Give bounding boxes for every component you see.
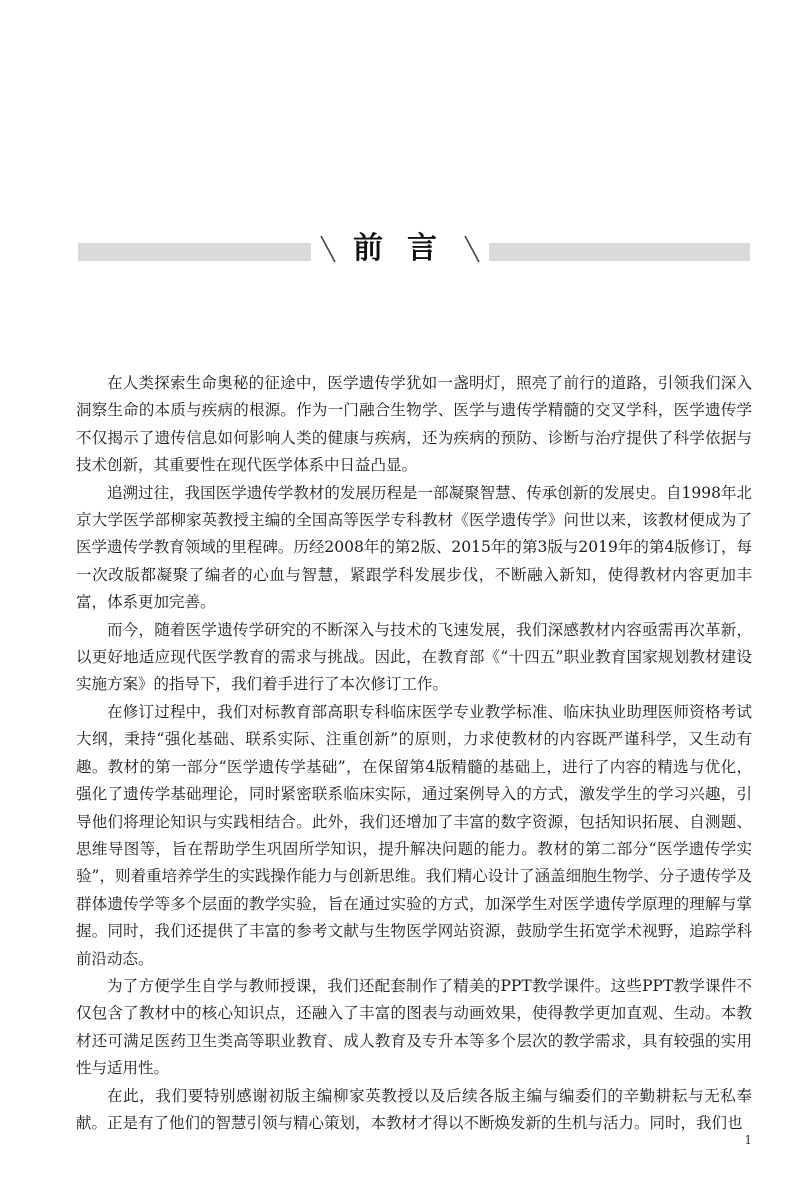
title-block xyxy=(0,226,800,272)
right-slash-ornament xyxy=(461,232,483,266)
paragraph-3: 而今，随着医学遗传学研究的不断深入与技术的飞速发展，我们深感教材内容亟需再次革新，以更好地适应现代医学教育的需求与挑战。因此，在教育部《“十四五”职业教育国家规划教材建设实施方案》的指导下，我们着手进行了本次修订工作。 xyxy=(76,620,752,694)
paragraph-5: 为了方便学生自学与教师授课，我们还配套制作了精美的PPT教学课件。这些PPT教学课件不仅包含了教材中的核心知识点，还融入了丰富的图表与动画效果，使得教学更加直观、生动。本教材还可满足医药卫生类高等职业教育、成人教育及专升本等多个层次的教学需求，具有较强的实用性与适用性。 xyxy=(76,976,752,1078)
page-title: 前言 xyxy=(353,231,461,266)
body-text xyxy=(76,370,752,1137)
paragraph-4: 在修订过程中，我们对标教育部高职专科临床医学专业教学标准、临床执业助理医师资格考试大纲，秉持“强化基础、联系实际、注重创新”的原则，力求使教材的内容既严谨科学，又生动有趣。教材的第一部分“医学遗传学基础”，在保留第4版精髓的基础上，进行了内容的精选与优化，强化了遗传学基础理论，同时紧密联系临床实际，通过案例导入的方式，激发学生的学习兴趣，引导他们将理论知识与实践相结合。此外，我们还增加了丰富的数字资源，包括知识拓展、自测题、思维导图等，旨在帮助学生巩固所学知识，提升解决问题的能力。教材的第二部分“医学遗传学实验”，则着重培养学生的实践操作能力与创新思维。我们精心设计了涵盖细胞生物学、分子遗传学及群体遗传学等多个层面的教学实验，旨在通过实验的方式，加深学生对医学遗传学原理的理解与掌握。同时，我们还提供了丰富的参考文献与生物医学网站资源，鼓励学生拓宽学术视野，追踪学科前沿动态。 xyxy=(76,702,752,968)
page-number: 1 xyxy=(744,1133,752,1147)
paragraph-2: 追溯过往，我国医学遗传学教材的发展历程是一部凝聚智慧、传承创新的发展史。自1998年北京大学医学部柳家英教授主编的全国高等医学专科教材《医学遗传学》问世以来，该教材便成为了医学遗传学教育领域的里程碑。历经2008年的第2版、2015年的第3版与2019年的第4版修订，每一次改版都凝聚了编者的心血与智慧，紧跟学科发展步伐，不断融入新知，使得教材内容更加丰富，体系更加完善。 xyxy=(76,483,752,612)
paragraph-1: 在人类探索生命奥秘的征途中，医学遗传学犹如一盏明灯，照亮了前行的道路，引领我们深入洞察生命的本质与疾病的根源。作为一门融合生物学、医学与遗传学精髓的交叉学科，医学遗传学不仅揭示了遗传信息如何影响人类的健康与疾病，还为疾病的预防、诊断与治疗提供了科学依据与技术创新，其重要性在现代医学体系中日益凸显。 xyxy=(76,374,752,475)
left-slash-ornament xyxy=(317,232,339,266)
title-inner xyxy=(311,226,489,272)
paragraph-6: 在此，我们要特别感谢初版主编柳家英教授以及后续各版主编与编委们的辛勤耕耘与无私奉献。正是有了他们的智慧引领与精心策划，本教材才得以不断焕发新的生机与活力。同时，我们也 xyxy=(76,1086,752,1132)
